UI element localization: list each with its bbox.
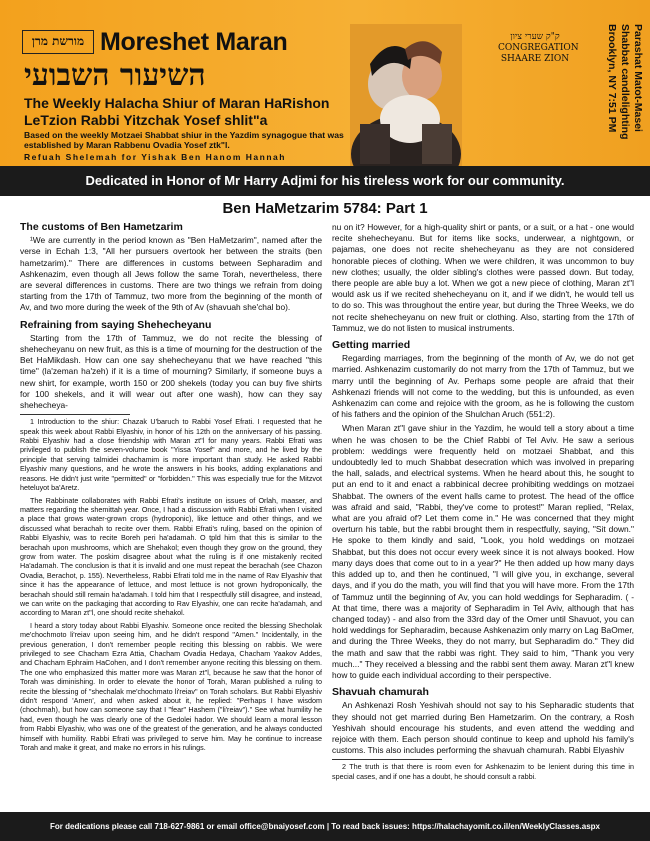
dedication-bar: Dedicated in Honor of Mr Harry Adjmi for his tireless work for our community. xyxy=(0,166,650,196)
section-heading: The customs of Ben Hametzarim xyxy=(20,221,183,233)
footnote: I heard a story today about Rabbi Elyashiv. Someone once recited the blessing Shecholak me'chochmoto li'reiav upon seeing him, and he didn't respond "Amen." Incidentally, in the previous generation, I don't remember people reciting this blessing on rabbis. We were privileged to see Chacham Ezra Attia, Chacham Ovadia Hedaya, Chacham Yaakov Addes, and Chacham Ephraim HaCohen, and I don't remember anyone reciting this blessing on them. The one who emphasized this matter more was Maran zt"l, because he saw that the honor of Torah was diminishing. In order to elevate the honor of Torah, Maran published a ruling to recite the blessing of "shechalak me'chochmato li'reiav" on Torah scholars. But Rabbi Elyashiv didn't respond 'Amen', and when asked about it, he replied: "Perhaps I have wisdom (chochmah), but how can someone say that I "fear" Hashem ("li'reiav")." See what humility he had, even though he was clearly one of the Gedolei hador. We should learn a moral lesson from Rabbi Elyashiv, who was one of the greatest of the generation, and he always conducted himself with humility. Rabbi Efrati was privileged to serve him. May he continue to increase Torah and make it great, and make no errors in his rulings. xyxy=(20,620,322,753)
footnote-divider xyxy=(20,414,130,415)
paragraph: Regarding marriages, from the beginning of the month of Av, we do not get married. Ashkenazim customarily do not marry from the 17th of Tammuz, but we marry until the beginning of Av. Perhaps some people are afraid that their Ashkenazi friends will not come to the wedding, but this is unfounded, as even Ashkenazim can come and rejoice with the groom, as he is following the custom of his fathers and the opinion of the Shulchan Aruch (551:2). xyxy=(332,353,634,420)
parasha-sidebar xyxy=(576,24,646,164)
paragraph: When Maran zt"l gave shiur in the Yazdim, he would tell a story about a time when he was chosen to be the Chief Rabbi of Tel Aviv. He saw a serious problem: weddings were frequently held on motzaei Shabbat, and this undoubtedly led to much Shabbat desecration which was involved in preparing the hall, salads, and electrical systems. When he heard about this, he sought to put an end to it and enact a rabbinical decree prohibiting weddings on motzaei Shabbat. The owners of the event halls came to protest. The head of the office was afraid and said, "Rabbi, they've come to protest!" Maran replied, "Relax, what are you afraid of? Let them come in." He was concerned that they might overturn his table, but the rabbi brought them in respectfully, saying, "Sit down." He spoke to them kindly and said, "Look, you hold weddings on motzaei Shabbat, but this does not occur every week since it is not always booked. How many days does that come out to in a year?" He then added up how many days this added up to, and then he continued, "I will give you, in exchange, several days, and if you do the math, you will find that you will have more. From the 17th of Tammuz until the beginning of Av, you can hold weddings for Sepharadim. ( - At that time, there was a majority of Sepharadim in Tel Aviv, although that has changed today) - and also from the 33rd day of the Omer until Shavuot, you can hold weddings for Sepharadim, because Ashkenazim only marry on Lag BaOmer, and during the Three Weeks, they do not marry, but Sepharadim do." They did the math and saw that the rabbi was right. They said to him, "Thank you very much..." They received a blessing and the rabbi sent them away. Maran zt"l knew how to guide each individual according to their perspective. xyxy=(332,423,634,680)
section-heading: Shavuah chamurah xyxy=(332,686,429,699)
based-on-note: Based on the weekly Motzaei Shabbat shiur in the Yazdim synagogue that was established by Maran Rabbenu Ovadia Yosef ztk"l. xyxy=(24,130,344,150)
section-heading: Getting married xyxy=(332,339,411,352)
hebrew-title: השיעור השבועי xyxy=(24,58,206,93)
congregation-line: CONGREGATION xyxy=(498,43,579,53)
section-heading: Refraining from saying Shehecheyanu xyxy=(20,318,212,331)
candlelighting-time: Brooklyn, NY 7:51 PM xyxy=(606,24,618,133)
brand-title: Moreshet Maran xyxy=(100,28,288,56)
congregation-mark xyxy=(498,32,579,65)
footnote-divider xyxy=(332,759,442,760)
refuah-line: Refuah Shelemah for Yishak Ben Hanom Hannah xyxy=(24,152,286,162)
candlelighting-label: Shabbat candlelighting xyxy=(619,24,631,140)
congregation-line: SHAARE ZION xyxy=(500,54,570,64)
left-column xyxy=(20,222,322,755)
parasha-name: Parashat Matot-Masei xyxy=(632,24,644,132)
paragraph: ¹We are currently in the period known as "Ben HaMetzarim", named after the verse in Echah 1:3, "All her pursuers overtook her between the straits (ben hametzarim)." There are differences in customs between Sepharadim and Ashkenazim, even though all Jews follow the same Torah, nevertheless, there are several differences in customs. There are two things we refrain from doing starting from the 17th of Tammuz, two more from the beginning of the month of Av, and two more during the week of the 9th of Av (shavuah she'chal bo). xyxy=(20,235,322,313)
paragraph: Starting from the 17th of Tammuz, we do not recite the blessing of shehecheyanu on new fruit, as this is a time of mourning for the destruction of the Bet HaMikdash. How can one say shehecheyanu that we have reached "this time" (la'zeman ha'zeh) if it is a time of mourning? Similarly, if someone buys a new shirt, for example, worth 150 or 200 shekels (today you can buy five shirts for 100 shekels, and it will wear out after one wash), how can they say shehecheya- xyxy=(20,332,322,411)
footer-bar: For dedications please call 718-627-9861 or email office@bnaiyosef.com | To read back issues: https://halachayomit.co.il/en/WeeklyClasses.aspx xyxy=(0,812,650,841)
congregation-line: ק"ק שערי ציון xyxy=(510,32,560,42)
paragraph: An Ashkenazi Rosh Yeshivah should not say to his Sepharadic students that they should not get married during Ben Hametzarim. On the contrary, a Rosh Yeshivah should encourage his students, and even attend the wedding and rejoice with them. Each person should continue to keep and uphold his family's customs. This also includes performing the shavuah chamurah. Rabbi Elyashiv xyxy=(332,700,634,756)
right-column xyxy=(332,222,634,784)
subtitle-line1: The Weekly Halacha Shiur of Maran HaRishon xyxy=(24,95,330,111)
footnote: 1 Introduction to the shiur: Chazak U'baruch to Rabbi Yosef Efrati. I requested that he speak this week about Rabbi Elyashiv, in honor of his 12th on the anniversary of his passing. Rabbi Elyashiv had a close friendship with Maran zt"l for many years. Rabbi Efrati was privileged to publish the seven-volume book "Yissa Yosef" and more, and he lived by the principle that serving talmidei chachamim is more important than study. He asked Rabbi Elyashiv many questions, and he wrote the answers in his books, adding explanations and reasons. He didn't just write "permitted" or "forbidden." This was especially true for the Mitzvot heteluyot ba'Aretz. xyxy=(20,417,322,493)
paragraph: nu on it? However, for a high-quality shirt or pants, or a suit, or a hat - one would recite shehecheyanu. But for items like socks, underwear, a nightgown, or pajamas, one does not recite shehecheyanu as they are not considered honorable pieces of clothing. When we were children, it was uncommon to buy new clothes; usually, the older sibling's clothes were passed down. But today, there people are able buy a lot. When we got a new piece of clothing, Maran zt"l would ask us if we recited shehecheyanu on it, and if we didn't, he would tell us to do so. This was throughout the entire year, but during the Three Weeks, we do not recite shehecheyanu on new fruit or clothing. Also, starting from the 17th of Tammuz, we do not listen to musical instruments. xyxy=(332,222,634,333)
footnote: The Rabbinate collaborates with Rabbi Efrati's institute on issues of Orlah, maaser, and matters regarding the shemittah year. Once, I had a discussion with Rabbi Efrati when I visited a place that grows water-grown crops (hydroponic), like lettuce and other things, and we discussed what berachah to recite over them. Rabbi Efrati's ruling, based on the opinion of Rabbi Elyashiv, was to recite Boreh peri ha'adamah. O tpld him that this is similar to the berachah upon mushrooms, which are Shehakol; even though they grow on the ground, they grow from water. The poskim disagree about what the ruling is if one mistakenly recited Ha'adamah. The conclusion is that it is invalid and one must repeat the berachah (see Chazon Ovadia, Berachot, p. 155). Nevertheless, Rabbi Efrati told me in the name of Rav Elyashiv that since it has the appearance of lettuce, and most lettuce is not grown hydroponically, the berachah should still remain ha'adamah. I told him that I respectfully still disagree, and instead, we can write on the packaging that according to Rav Elyashiv, one can recite ha'adamah, and according to Maran zt"l, one should recite shehakol. xyxy=(20,495,322,618)
rabbi-photo-image xyxy=(350,24,462,166)
footnote: 2 The truth is that there is room even for Ashkenazim to be lenient during this time in special cases, and if one has a doubt, he should consult a rabbi. xyxy=(332,762,634,781)
subtitle-line2: LeTzion Rabbi Yitzchak Yosef shlit"a xyxy=(24,112,268,128)
moreshet-logo: מורשת מרן xyxy=(22,30,94,54)
masthead xyxy=(0,0,650,166)
article-title: Ben HaMetzarim 5784: Part 1 xyxy=(222,200,428,217)
